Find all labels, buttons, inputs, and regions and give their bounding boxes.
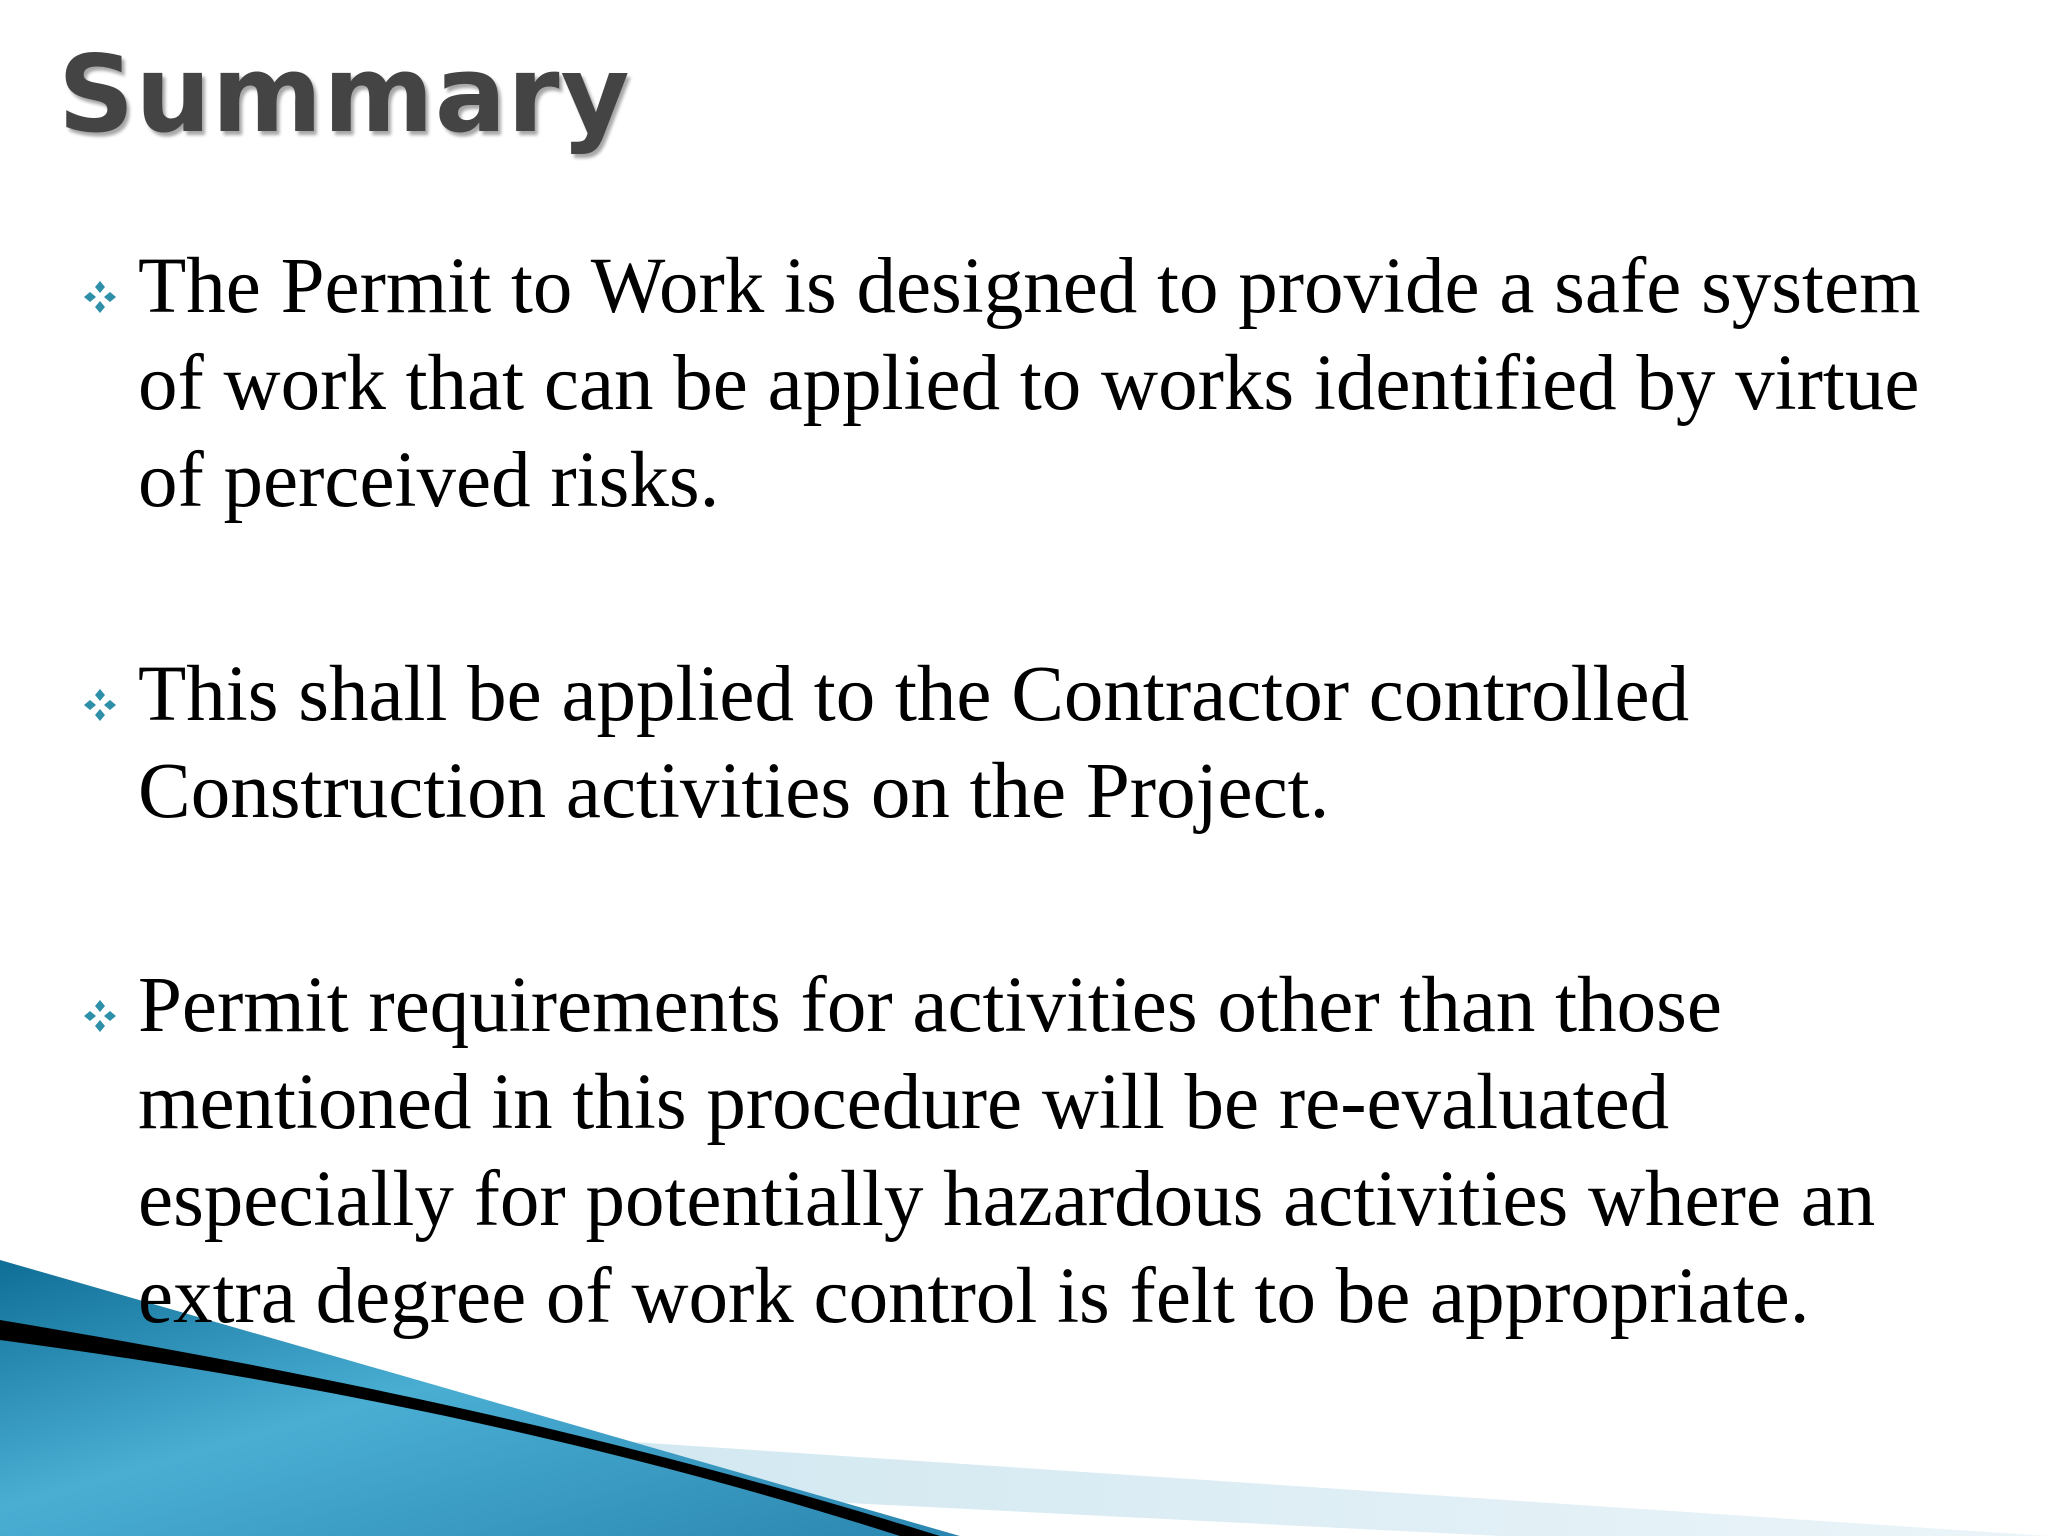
bullet-item	[80, 646, 1980, 840]
four-diamond-bullet-icon	[82, 998, 118, 1034]
slide-title: Summary	[58, 33, 631, 156]
bullet-text: The Permit to Work is designed to provide a safe system of work that can be applied to works identified by virtue of perceived risks.	[138, 243, 1921, 524]
four-diamond-bullet-icon	[82, 687, 118, 723]
bullet-text: This shall be applied to the Contractor controlled Construction activities on the Project.	[138, 651, 1690, 835]
bullet-list	[80, 238, 1980, 1345]
four-diamond-bullet-icon	[82, 279, 118, 315]
bullet-text: Permit requirements for activities other than those mentioned in this procedure will be re-evaluated especially for potentially hazardous activities where an extra degree of work control is felt to be appropriate.	[138, 962, 1876, 1340]
bullet-item	[80, 238, 1980, 529]
bullet-item	[80, 957, 1980, 1345]
